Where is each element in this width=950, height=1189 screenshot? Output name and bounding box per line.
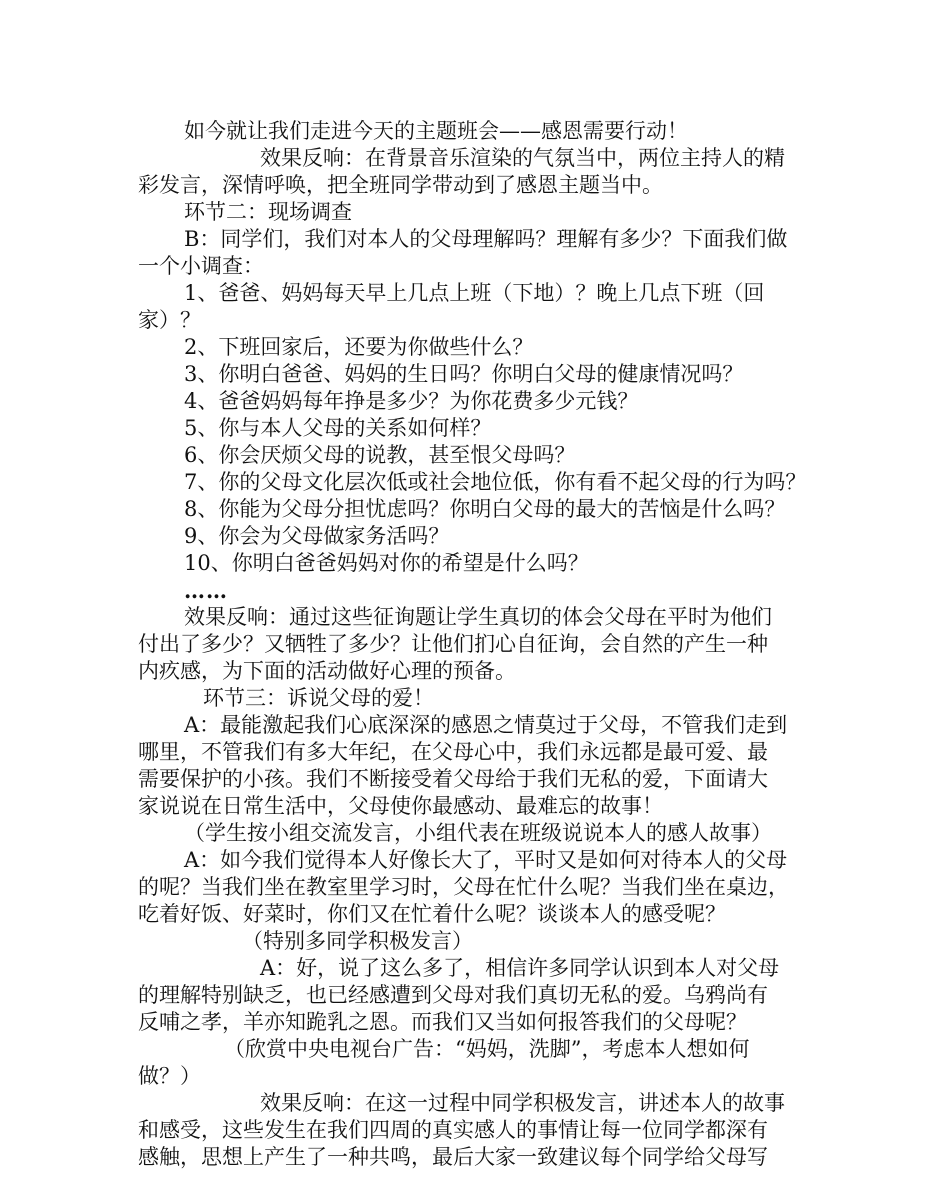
list-item: 10、你明白爸爸妈妈对你的希望是什么吗？	[184, 551, 589, 575]
paragraph-line: （欣赏中央电视台广告：“妈妈，洗脚”，考虑本人想如何	[224, 1037, 750, 1061]
paragraph-line: 的理解特别缺乏，也已经感遭到父母对我们真切无私的爱。乌鸦尚有	[138, 983, 768, 1007]
paragraph-line: A：如今我们觉得本人好像长大了，平时又是如何对待本人的父母	[184, 848, 788, 872]
list-item: 2、下班回家后，还要为你做些什么？	[184, 335, 534, 359]
paragraph-line: 付出了多少？又牺牲了多少？让他们扪心自征询，会自然的产生一种	[138, 632, 768, 656]
paragraph-line: B：同学们，我们对本人的父母理解吗？理解有多少？下面我们做	[184, 227, 788, 251]
document-page	[138, 118, 814, 1171]
list-item: 9、你会为父母做家务活吗？	[184, 524, 450, 548]
list-item: 7、你的父母文化层次低或社会地位低，你有看不起父母的行为吗？	[184, 470, 807, 494]
paragraph-line: 家说说在日常生活中，父母使你最感动、最难忘的故事！	[138, 794, 663, 818]
paragraph-line: 如今就让我们走进今天的主题班会——感恩需要行动！	[184, 119, 688, 143]
paragraph-line: 吃着好饭、好菜时，你们又在忙着什么呢？谈谈本人的感受呢？	[138, 902, 726, 926]
list-item: 5、你与本人父母的关系如何样？	[184, 416, 492, 440]
paragraph-line: 做？）	[138, 1064, 201, 1088]
ellipsis: ……	[184, 578, 228, 603]
paragraph-line: 效果反响：在这一过程中同学积极发言，讲述本人的故事	[260, 1091, 785, 1115]
paragraph-line: A：好，说了这么多了，相信许多同学认识到本人对父母	[260, 956, 780, 980]
list-item: 8、你能为父母分担忧虑吗？你明白父母的最大的苦恼是什么吗？	[184, 497, 786, 521]
paragraph-line: 效果反响：通过这些征询题让学生真切的体会父母在平时为他们	[184, 605, 772, 629]
paragraph-line: （学生按小组交流发言，小组代表在班级说说本人的感人故事）	[184, 821, 772, 845]
paragraph-line: 和感受，这些发生在我们四周的真实感人的事情让每一位同学都深有	[138, 1118, 768, 1142]
paragraph-line: 彩发言，深情呼唤，把全班同学带动到了感恩主题当中。	[138, 173, 663, 197]
list-item: 家）？	[138, 308, 201, 332]
paragraph-line: （特别多同学积极发言）	[242, 929, 473, 953]
paragraph-line: 一个小调查：	[138, 254, 264, 278]
list-item: 1、爸爸、妈妈每天早上几点上班（下地）？晚上几点下班（回	[184, 281, 765, 305]
list-item: 4、爸爸妈妈每年挣是多少？为你花费多少元钱？	[184, 389, 639, 413]
paragraph-line: 内疚感，为下面的活动做好心理的预备。	[138, 659, 516, 683]
paragraph-line: 感触，思想上产生了一种共鸣，最后大家一致建议每个同学给父母写	[138, 1145, 768, 1169]
paragraph-line: 反哺之孝，羊亦知跪乳之恩。而我们又当如何报答我们的父母呢？	[138, 1010, 747, 1034]
paragraph-line: 效果反响：在背景音乐渲染的气氛当中，两位主持人的精	[260, 146, 785, 170]
section-heading: 环节三：诉说父母的爱！	[203, 686, 434, 710]
paragraph-line: A：最能激起我们心底深深的感恩之情莫过于父母，不管我们走到	[184, 713, 788, 737]
paragraph-line: 哪里，不管我们有多大年纪，在父母心中，我们永远都是最可爱、最	[138, 740, 768, 764]
section-heading: 环节二：现场调查	[184, 200, 352, 224]
list-item: 6、你会厌烦父母的说教，甚至恨父母吗？	[184, 443, 576, 467]
paragraph-line: 需要保护的小孩。我们不断接受着父母给于我们无私的爱，下面请大	[138, 767, 768, 791]
paragraph-line: 的呢？当我们坐在教室里学习时，父母在忙什么呢？当我们坐在桌边，	[138, 875, 789, 899]
list-item: 3、你明白爸爸、妈妈的生日吗？你明白父母的健康情况吗？	[184, 362, 744, 386]
